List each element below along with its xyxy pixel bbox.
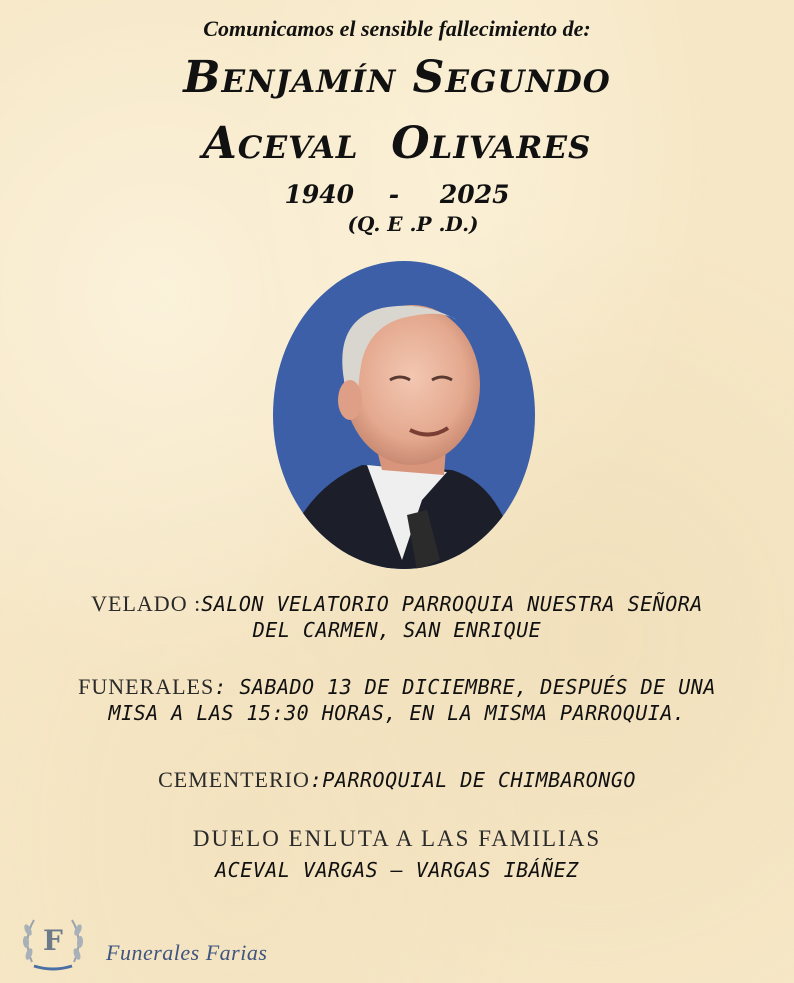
cementerio-label: CEMENTERIO: [158, 767, 310, 792]
portrait-photo: [272, 260, 536, 570]
velado-label: VELADO :: [91, 591, 202, 616]
qepd-text: (Q. E .P .D.): [347, 212, 479, 236]
life-years: [0, 180, 794, 209]
funeral-home-logo-icon: [20, 908, 86, 974]
funerales-value-line2: MISA A LAS 15:30 HORAS, EN LA MISMA PARROQUIA.: [108, 701, 686, 725]
deceased-name-line1: Benjamín Segundo: [183, 52, 611, 103]
year-dash: -: [388, 180, 400, 209]
svg-text:F: F: [43, 924, 63, 957]
velado-value-line1: SALON VELATORIO PARROQUIA NUESTRA SEÑORA: [201, 592, 703, 616]
duelo-line2: ACEVAL VARGAS – VARGAS IBÁÑEZ: [215, 858, 579, 882]
funerales-value-line1: : SABADO 13 DE DICIEMBRE, DESPUÉS DE UNA: [214, 675, 716, 699]
intro-text: Comunicamos el sensible fallecimiento de:: [203, 16, 591, 41]
funeral-home-name: Funerales Farias: [106, 940, 268, 965]
funerales-label: FUNERALES: [78, 674, 215, 699]
death-year: 2025: [439, 180, 510, 209]
cementerio-section: [0, 767, 794, 793]
velado-section: [0, 591, 794, 643]
cementerio-value: :PARROQUIAL DE CHIMBARONGO: [309, 768, 636, 792]
birth-year: 1940: [284, 180, 355, 209]
funerales-section: [0, 674, 794, 726]
velado-value-line2: DEL CARMEN, SAN ENRIQUE: [252, 618, 542, 642]
duelo-line1: DUELO ENLUTA A LAS FAMILIAS: [192, 826, 602, 851]
deceased-name-line2: Aceval Olivares: [202, 118, 592, 169]
